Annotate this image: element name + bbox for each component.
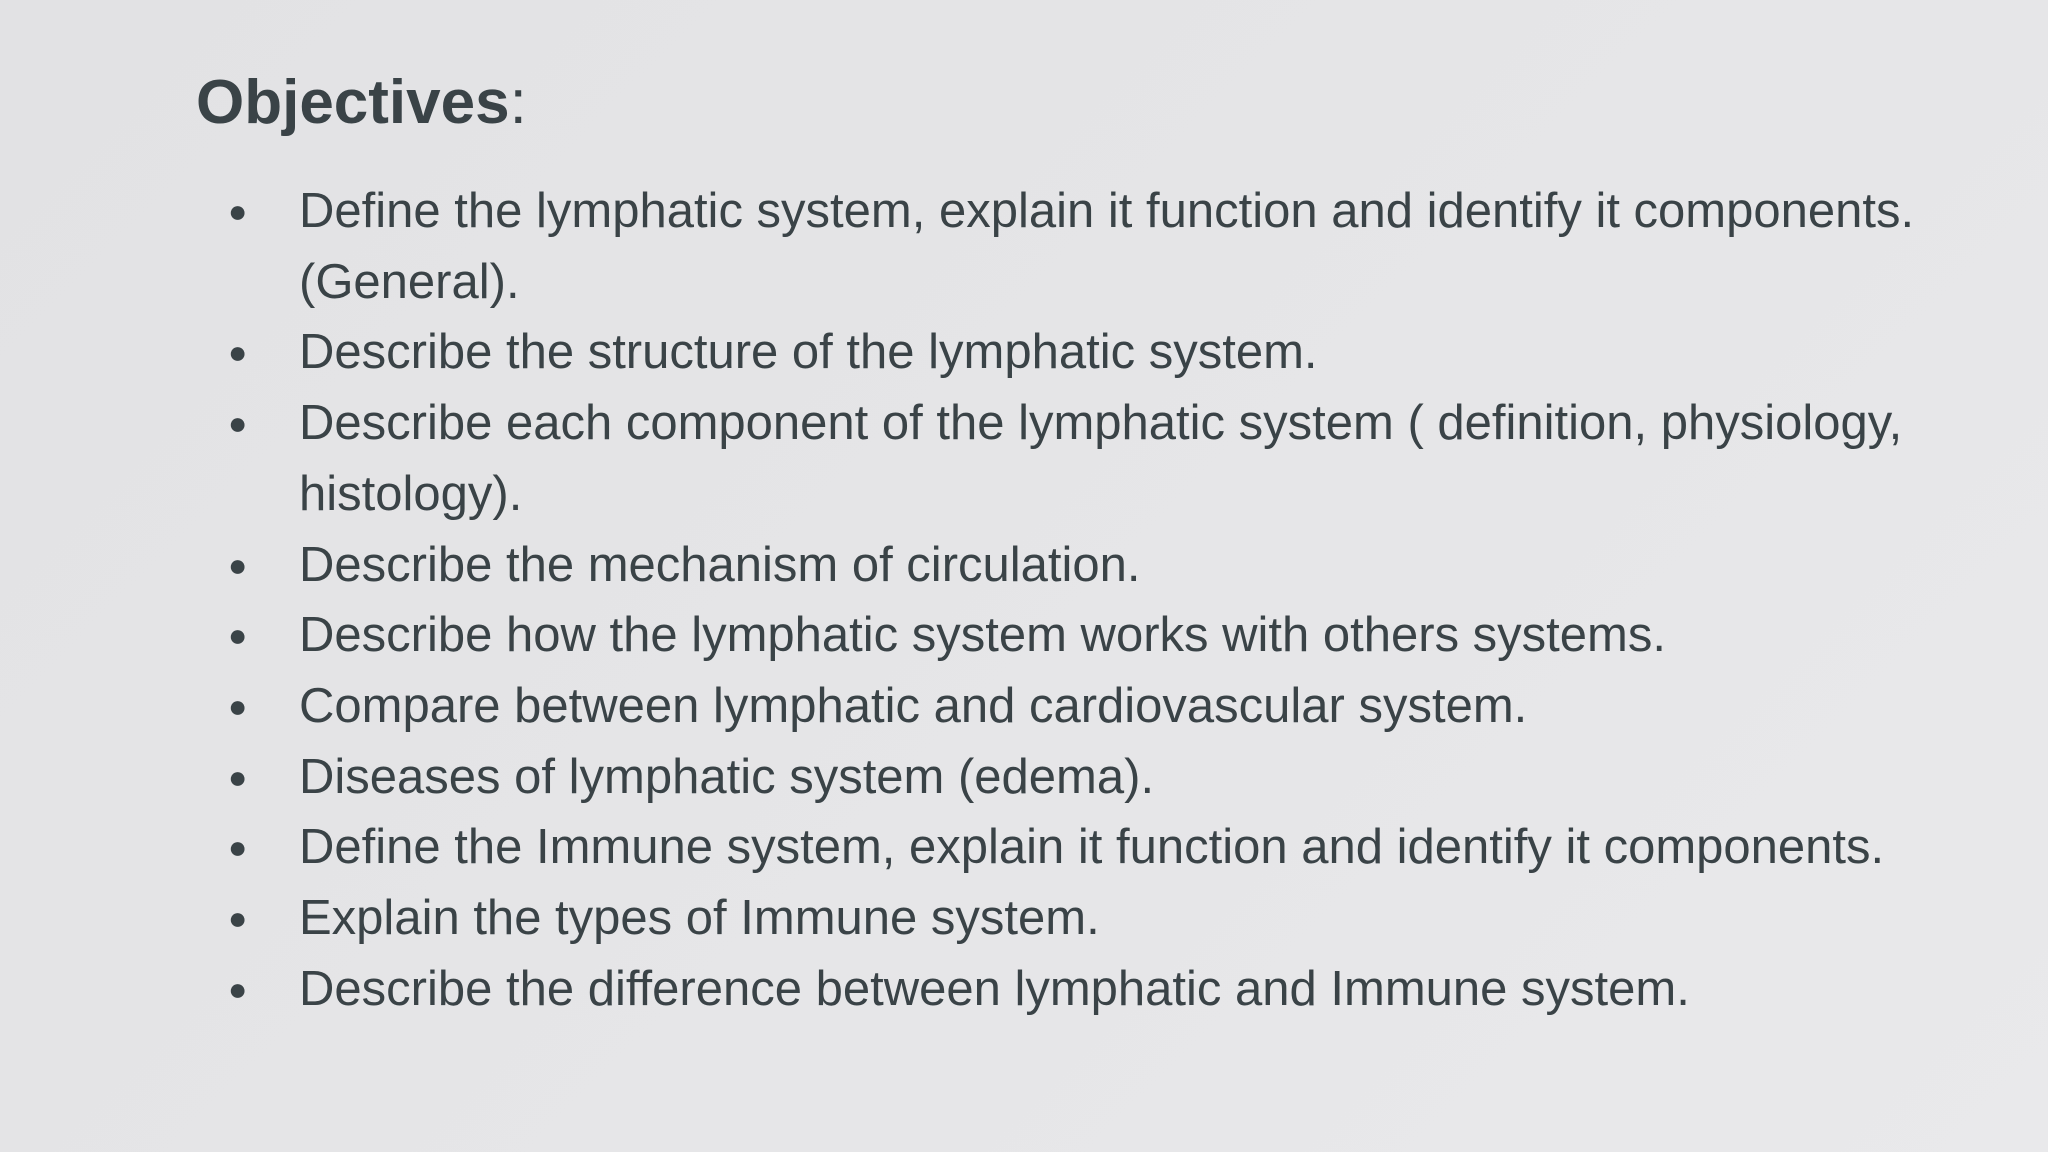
objective-item — [196, 812, 1996, 883]
objective-item — [196, 742, 1996, 813]
objective-item — [196, 530, 1996, 601]
objective-item — [196, 176, 1996, 317]
objective-text: Describe the difference between lymphatic and Immune system. — [299, 961, 1690, 1016]
objective-text: Describe the structure of the lymphatic system. — [299, 325, 1318, 380]
bullet-icon: ● — [228, 758, 248, 795]
objective-text: Explain the types of Immune system. — [299, 891, 1100, 946]
bullet-icon: ● — [228, 405, 248, 442]
objective-text: Describe how the lymphatic system works with others systems. — [299, 608, 1666, 663]
bullet-icon: ● — [228, 687, 248, 724]
title-colon: : — [509, 68, 527, 137]
objective-text: Compare between lymphatic and cardiovascular system. — [299, 678, 1528, 733]
slide-title — [196, 62, 527, 144]
objective-text: Define the lymphatic system, explain it function and identify it components. (General). — [299, 184, 1915, 309]
bullet-icon: ● — [228, 970, 248, 1007]
objective-text: Describe each component of the lymphatic system ( definition, physiology, histology). — [299, 396, 1903, 521]
bullet-icon: ● — [228, 193, 248, 229]
objective-text: Define the Immune system, explain it function and identify it components. — [299, 820, 1885, 875]
objective-item — [196, 317, 1996, 388]
objective-item — [196, 883, 1996, 954]
title-text: Objectives — [196, 68, 510, 137]
objectives-list — [196, 176, 1996, 1024]
bullet-icon: ● — [228, 546, 248, 583]
objective-item — [196, 671, 1996, 742]
bullet-icon: ● — [228, 617, 248, 654]
bullet-icon: ● — [228, 334, 248, 371]
objective-item — [196, 600, 1996, 671]
objective-text: Describe the mechanism of circulation. — [299, 537, 1141, 592]
bullet-icon: ● — [228, 829, 248, 866]
objective-text: Diseases of lymphatic system (edema). — [299, 749, 1155, 804]
objective-item — [196, 388, 1996, 529]
bullet-icon: ● — [228, 900, 248, 937]
objective-item — [196, 954, 1996, 1025]
